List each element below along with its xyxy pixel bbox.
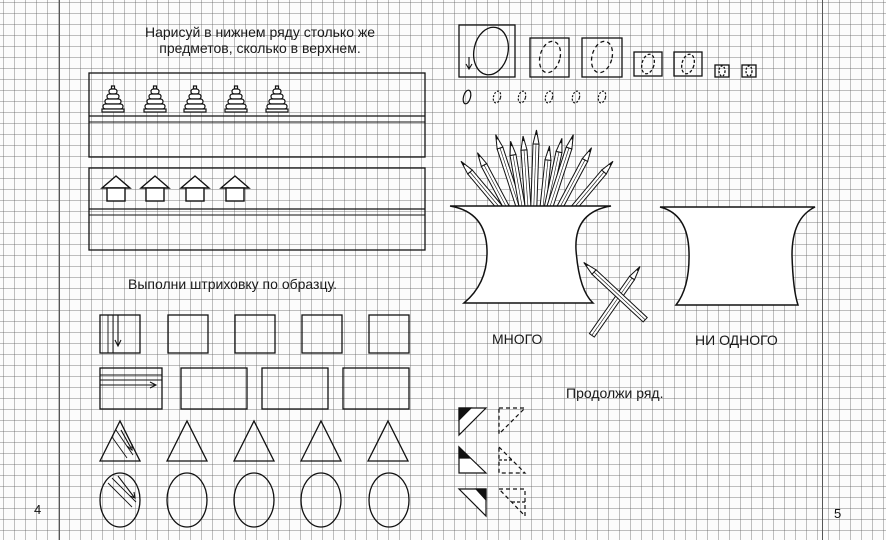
vase-full: [450, 206, 611, 303]
task1-top-strip: [89, 73, 425, 157]
small-ovals-row: [462, 89, 607, 104]
task1-line2: предметов, сколько в верхнем.: [159, 40, 361, 56]
hatch-triangles-row: [100, 421, 408, 461]
label-none: НИ ОДНОГО: [695, 332, 778, 348]
hatch-ovals-row: [100, 473, 409, 527]
continue-pattern: [459, 408, 525, 516]
house-icons: [102, 176, 249, 201]
page-number-left: 4: [34, 502, 42, 517]
pyramid-toy-icons: [102, 86, 288, 112]
task1-bottom-strip: [89, 168, 425, 250]
task2-instruction: Выполни штриховку по образцу.: [128, 276, 337, 292]
page-number-right: 5: [834, 506, 842, 521]
loose-pencils: [582, 260, 648, 337]
oval-tracing-row: [459, 24, 756, 78]
task1-line1: Нарисуй в нижнем ряду столько же: [144, 24, 376, 40]
hatch-squares-row: [100, 315, 409, 353]
task-continue-row: Продолжи ряд.: [566, 385, 664, 401]
hatch-rectangles-row: [100, 368, 409, 409]
vase-empty: [660, 207, 815, 305]
label-many: МНОГО: [492, 331, 543, 347]
